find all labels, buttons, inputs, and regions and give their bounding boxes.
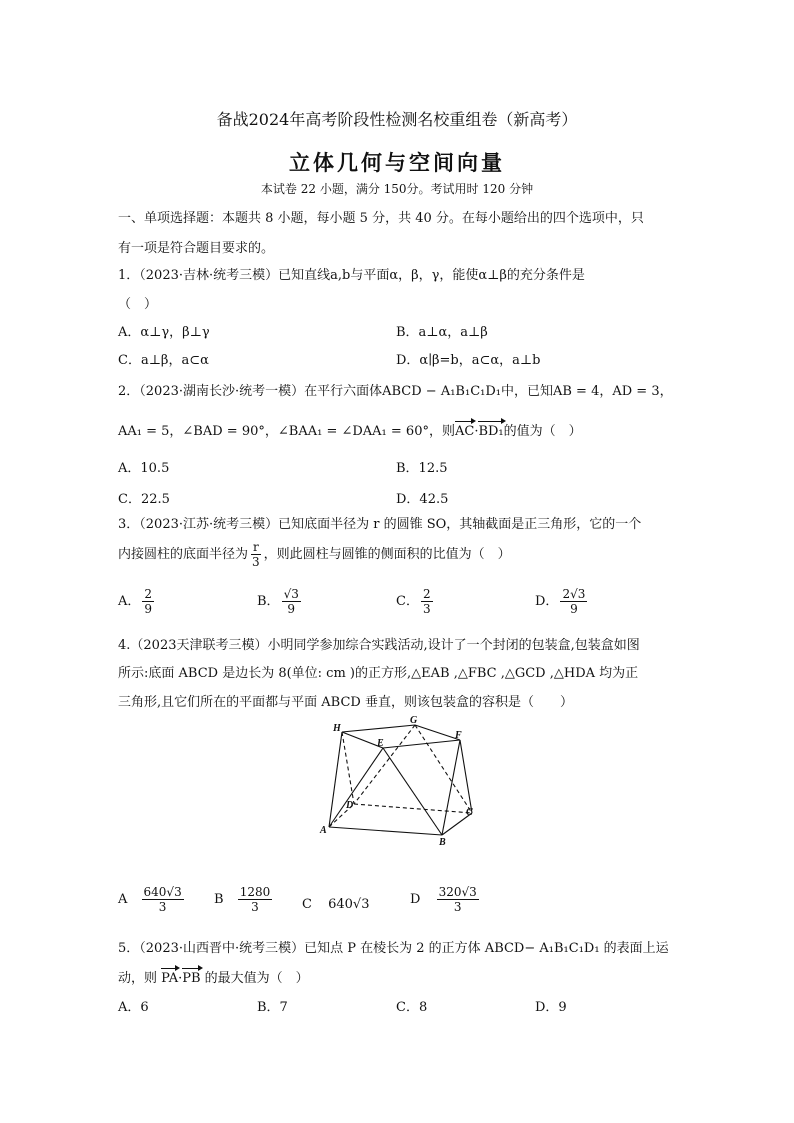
q3-stem-line1: 3．（2023·江苏·统考三模）已知底面半径为 r 的圆锥 SO，其轴截面是正三角形，它的一个 <box>118 517 642 532</box>
label-h: H <box>333 723 341 734</box>
edge-eb <box>383 748 442 835</box>
q5-vector-pa: PA <box>161 971 179 986</box>
edge-ha <box>329 732 342 827</box>
edge-gc <box>415 725 472 813</box>
exam-meta: 本试卷 22 小题，满分 150分。考试用时 120 分钟 <box>260 182 534 196</box>
section-heading-line1: 一、单项选择题：本题共 8 小题，每小题 5 分，共 40 分。在每小题给出的四个选项中，只 <box>118 211 644 226</box>
section-heading-line2: 有一项是符合题目要求的。 <box>118 241 275 256</box>
q3-stem-pre: 内接圆柱的底面半径为 <box>118 547 249 562</box>
q5-stem-line2: 动，则 PA·PB 的最大值为（ ） <box>118 971 309 986</box>
q1-option-a: A．α⊥γ，β⊥γ <box>118 325 210 340</box>
label-e: E <box>377 738 384 749</box>
q5-option-b: B．7 <box>257 1000 288 1015</box>
q4-stem-line1: 4.（2023天津联考三模）小明同学参加综合实践活动,设计了一个封闭的包装盒,包装盒如图 <box>118 638 640 653</box>
q3-option-a: A． $\frac{2}{9}$ <box>118 587 153 616</box>
q4-option-c: C 640√3 <box>302 897 370 912</box>
q3-fraction-r-over-3: $\frac{r}{3}$ <box>252 540 260 569</box>
label-b: B <box>439 837 446 848</box>
label-f: F <box>455 730 462 741</box>
q3-stem-line2 <box>118 540 511 569</box>
q4-option-a: A $\frac{640√3}{3}$ <box>118 885 182 914</box>
q2-vector-ac: AC <box>454 424 475 439</box>
edge-gf <box>415 725 460 740</box>
packaging-box-figure <box>300 712 500 852</box>
q3-option-b: B． $\frac{√3}{9}$ <box>257 587 299 616</box>
label-g: G <box>410 715 418 726</box>
q2-stem-line2 <box>118 420 582 439</box>
q4-stem-line2: 所示:底面 ABCD 是边长为 8(单位: cm )的正方形,△EAB ,△FBC ,△GCD ,△HDA 均为正 <box>118 666 639 681</box>
q1-option-c: C．a⊥β，a⊂α <box>118 353 209 368</box>
q2-dot: · <box>474 424 479 439</box>
label-d: D <box>346 800 354 811</box>
q3-option-c: C． $\frac{2}{3}$ <box>396 587 431 616</box>
edge-hg <box>342 725 415 732</box>
exam-header: 备战2024年高考阶段性检测名校重组卷（新高考） <box>216 110 578 129</box>
edge-fb <box>442 740 460 835</box>
edge-gd <box>354 725 415 804</box>
q2-option-c: C．22.5 <box>118 492 170 507</box>
q5-option-d: D．9 <box>535 1000 567 1015</box>
edge-ea <box>329 748 383 827</box>
edge-dc <box>354 804 472 813</box>
q2-option-b: B．12.5 <box>396 461 448 476</box>
q5-stem-line1: 5．（2023·山西晋中·统考三模）已知点 P 在棱长为 2 的正方体 ABCD− A₁B₁C₁D₁ 的表面上运 <box>118 941 669 956</box>
edge-ef <box>383 740 460 748</box>
q2-vector-bd1: BD₁ <box>478 424 504 439</box>
q1-stem-line2: （ ） <box>118 297 158 312</box>
q5-vector-pb: PB <box>182 971 201 986</box>
q2-stem-post: 的值为（ ） <box>503 424 582 439</box>
q2-stem-pre: AA₁ = 5，∠BAD = 90°，∠BAA₁ = ∠DAA₁ = 60°，则 <box>118 424 455 439</box>
edge-ab <box>329 827 442 835</box>
q3-option-d: D． $\frac{2√3}{9}$ <box>535 587 586 616</box>
edge-fc <box>460 740 472 813</box>
q1-stem-line1: 1．（2023·吉林·统考三模）已知直线a,b与平面α，β，γ，能使α⊥β的充分条件是 <box>118 268 585 283</box>
q1-option-b: B．a⊥α，a⊥β <box>396 325 488 340</box>
q5-option-a: A．6 <box>118 1000 149 1015</box>
q4-stem-line3: 三角形,且它们所在的平面都与平面 ABCD 垂直，则该包装盒的容积是（ ） <box>118 695 573 710</box>
label-a: A <box>320 825 327 836</box>
q2-option-d: D．42.5 <box>396 492 449 507</box>
label-c: C <box>466 807 473 818</box>
q2-option-a: A．10.5 <box>118 461 170 476</box>
q4-option-d: D $\frac{320√3}{3}$ <box>410 885 477 914</box>
exam-title: 立体几何与空间向量 <box>289 150 505 175</box>
q3-stem-post: ，则此圆柱与圆锥的侧面积的比值为（ ） <box>263 547 511 562</box>
q1-option-d: D．α∣β=b，a⊂α，a⊥b <box>396 353 541 368</box>
q4-option-b: B $\frac{1280}{3}$ <box>214 885 271 914</box>
q2-stem-line1: 2．（2023·湖南长沙·统考一模）在平行六面体ABCD − A₁B₁C₁D₁中，已知AB = 4，AD = 3， <box>118 384 673 399</box>
q5-option-c: C．8 <box>396 1000 428 1015</box>
